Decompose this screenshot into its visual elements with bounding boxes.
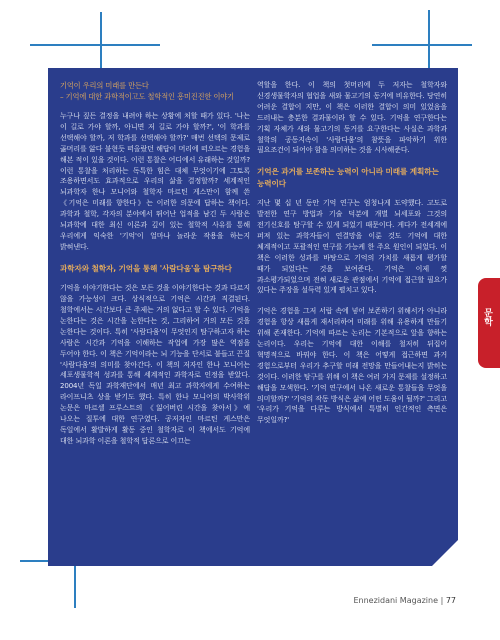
deco-line-right-h <box>372 44 472 46</box>
left-paragraph-1: 누구나 짚든 결정을 내려야 하는 상황에 처할 때가 있다. '나는 이 길로 가야 할까, 아니면 저 길로 가야 할까?', '이 학과를 선택해야 할까, 저 학과를 선택해야 할까?' 매번 선택의 문제로 곯머리를 앓다 불현듯 떠올랐던 해답이 머리에 떠오르는 경험을 해본 적이 있을 것이다. 이런 통찰은 어디에서 유래하는 것일까? 이런 통찰을 처리하는 독특한 힘은 대체 무엇이기에 그토록 조용하면서도 효과적으로 우리의 삶을 결정할까? 세계적인 뇌과학자 한나 모니어와 철학자 마르틴 게스만이 함께 쓴 《기억은 미래를 향한다》는 이러한 의문에 답하는 책이다. 과학과 철학, 각자의 분야에서 뛰어난 업적을 남긴 두 사람은 뇌과학에 대한 최신 이론과 깊이 있는 철학적 사유를 통해 우리에게 익숙한 '기억'이 얼마나 놀라운 작용을 하는지 밝혀낸다. <box>60 112 250 251</box>
left-paragraph-2: 기억을 이야기한다는 것은 모든 것을 이야기한다는 것과 다르지 않을 가능성이 크다. 상식적으로 기억은 시간과 직결된다. 철학에서는 시간보다 큰 주제는 거의 없다고 할 수 있다. 기억을 논한다는 것은 시간을 논한다는 것, 그리하여 거의 모든 것을 논한다는 것이다. 특히 '사람다움'이 무엇인지 탐구하고자 하는 사람은 시간과 기억을 이해하는 작업에 가장 많은 역점을 두어야 한다. 이 책은 기억이라는 뇌 기능을 단서로 불들고 끈질 '사람다움'의 의미를 찾아간다. 이 책의 저자인 한나 모니어는 세포생물학적 성과를 통해 세계적인 과학자로 인정을 받았다. 2004년 독일 과학재단에서 매년 최고 과학자에게 수여하는 라이프니츠 상을 받기도 했다. 특히 한나 모니어의 박사학위 논문은 마르셀 프루스트의 《잃어버린 시간을 찾아서》에 나오는 질투에 대한 연구였다. 공저자인 마르틴 게스만은 독일에서 활발하게 활동 중인 철학자로 이 책에서도 기억에 대한 뇌과학 이론을 철학적 답론으로 이끄는 <box>60 284 250 445</box>
article-lead <box>60 80 250 102</box>
magazine-name: Ennezidani Magazine <box>353 596 439 605</box>
section-tab-label: 문학 <box>482 308 492 326</box>
page-number: 77 <box>445 596 456 605</box>
deco-line-top-left-h <box>30 44 160 46</box>
left-column <box>60 80 250 457</box>
lead-title: 기억이 우리의 미래를 만든다 <box>60 81 149 90</box>
right-paragraph-1: 역할을 한다. 이 책의 첫머리에 두 저자는 철학자와 신경생물학자의 협업을 새와 물고기의 동거에 비유한다. 당연히 어려운 결합이 지만, 이 책은 이러한 결합이 의미 있었음을 드러내는 충분한 결과물이라 할 수 있다. 기억을 연구한다는 기획 자체가 새와 물고기의 동거를 요구한다는 사실은 과학과 철학의 공동지속이 '사람다움'의 참뜻을 파악하기 위한 필요조건이 되어야 함을 의미하는 것을 시사해준다. <box>257 81 447 155</box>
section-tab <box>478 278 500 368</box>
footer-separator: | <box>440 596 444 605</box>
section-heading-2: 기억은 과거를 보존하는 능력이 아니라 미래를 계획하는 능력이다 <box>257 167 439 188</box>
right-column <box>257 80 447 436</box>
page-footer <box>353 596 456 605</box>
section-heading-1: 과학자와 철학자, 기억을 통해 '사람다움'을 탐구하다 <box>60 263 232 273</box>
lead-subtitle: – 기억에 대한 과학적이고도 철학적인 흥미진진한 이야기 <box>60 92 234 101</box>
right-paragraph-3: 기억은 경험을 그저 서랍 속에 넣어 보존하기 위해서가 아니라 경험을 항상 새롭게 재서리하여 미래를 위해 유용하게 만들기 위해 존재한다. 기억에 따르는 논리는 기본적으로 앞을 향하는 논리이다. 우리는 기억에 대한 이해를 철저히 뒤집어 혁명적으로 바꿔야 한다. 이 책은 어떻게 접근하면 과거 경험으로부터 우리가 추구할 미래 전망을 만들어내는지 밝히는 것이다. 이러한 탐구를 위해 이 책은 여러 가지 문제를 설정하고 해답을 모색한다. '기억 연구에서 나온 새로운 통찰들을 무엇을 의미할까?' '기억의 작동 방식은 삶에 어떤 도움이 될까?' 그리고 '우리가 기억을 다루는 방식에서 특별히 인간적인 측면은 무엇일까?' <box>257 307 447 425</box>
right-paragraph-2: 지난 몇 십 년 동안 기억 연구는 엄청나게 도약했다. 고도로 발전한 연구 방법과 기술 덕분에 개별 뇌세포와 그것의 전기신호를 탐구할 수 있게 되었기 때문이다. 게다가 전세계에 퍼져 있는 과학자들이 연결망을 이룬 것도 기억에 대한 체계적이고 포괄적인 연구를 가능케 한 주요 원인이 되었다. 이 책은 이러한 성과를 바탕으로 기억의 가치를 새롭게 평가할 때가 되었다는 것을 보여준다. 기억은 이제 껏 과소평가되었으며 전혀 새로운 관점에서 기억에 접근할 필요가 있다는 주장을 설득력 있게 펼치고 있다. <box>257 199 447 295</box>
